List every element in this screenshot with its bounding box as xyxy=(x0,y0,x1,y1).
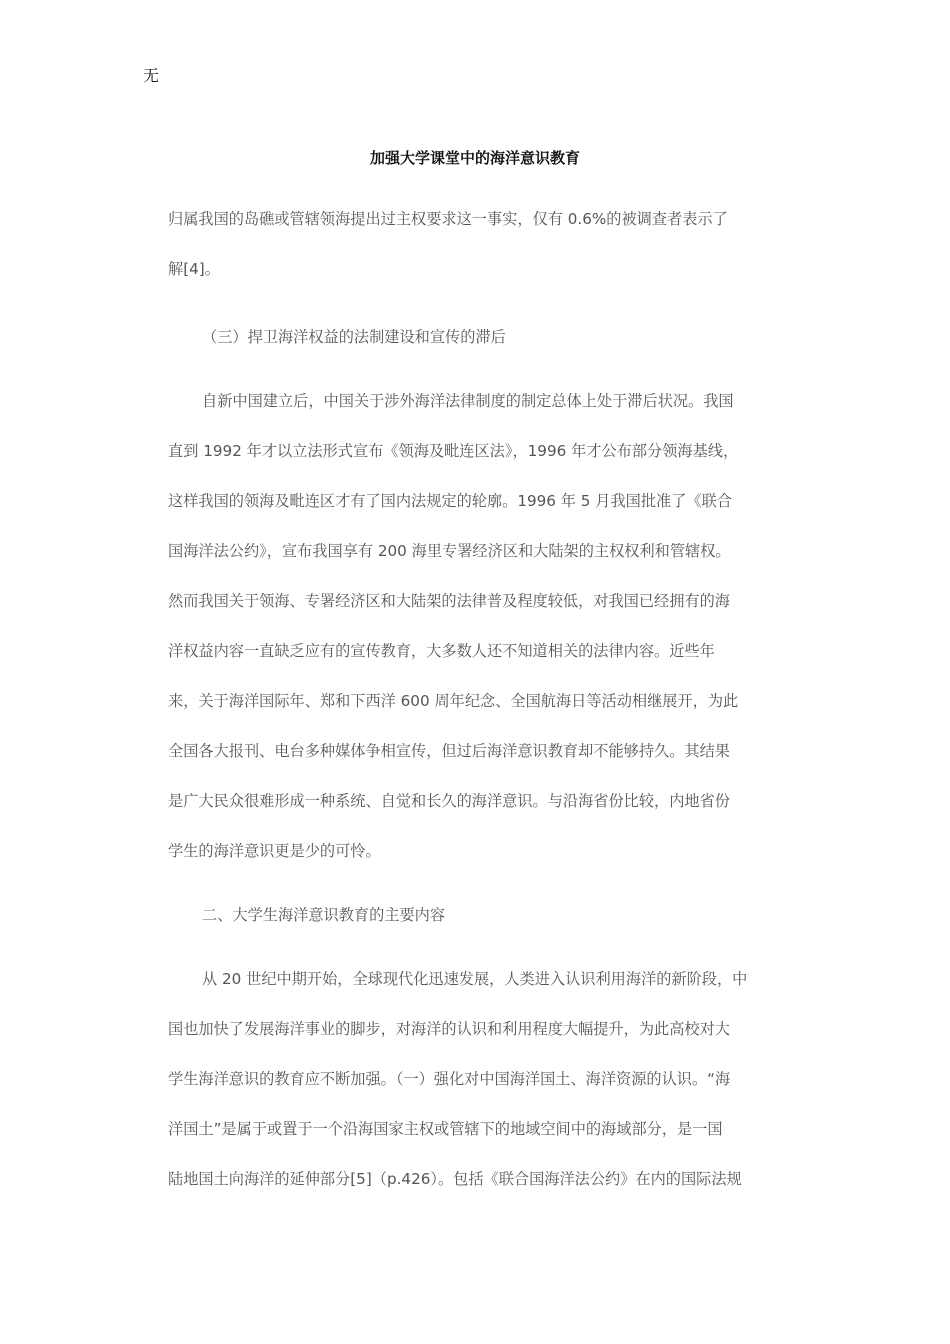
paragraph-gap xyxy=(168,294,788,312)
document-title: 加强大学课堂中的海洋意识教育 xyxy=(369,149,580,167)
paragraph-gap xyxy=(168,362,788,376)
document-body xyxy=(168,194,788,1204)
body-line: 国也加快了发展海洋事业的脚步，对海洋的认识和利用程度大幅提升，为此高校对大 xyxy=(168,1020,730,1038)
body-line: 是广大民众很难形成一种系统、自觉和长久的海洋意识。与沿海省份比较，内地省份 xyxy=(168,792,730,810)
body-line: 解[4]。 xyxy=(168,260,220,278)
body-line: 洋权益内容一直缺乏应有的宣传教育，大多数人还不知道相关的法律内容。近些年 xyxy=(168,642,715,660)
section-heading: （三）捍卫海洋权益的法制建设和宣传的滞后 xyxy=(202,328,506,346)
body-line: 陆地国土向海洋的延伸部分[5]（p.426）。包括《联合国海洋法公约》在内的国际法规 xyxy=(168,1170,742,1188)
body-line: 学生的海洋意识更是少的可怜。 xyxy=(168,842,381,860)
header-mark: 无 xyxy=(143,66,160,85)
paragraph-gap xyxy=(168,876,788,890)
body-line: 自新中国建立后，中国关于涉外海洋法律制度的制定总体上处于滞后状况。我国 xyxy=(202,392,734,410)
body-line: 从 20 世纪中期开始，全球现代化迅速发展，人类进入认识利用海洋的新阶段，中 xyxy=(202,970,748,988)
body-line: 洋国土”是属于或置于一个沿海国家主权或管辖下的地域空间中的海域部分，是一国 xyxy=(168,1120,723,1138)
body-line: 学生海洋意识的教育应不断加强。（一）强化对中国海洋国土、海洋资源的认识。“海 xyxy=(168,1070,731,1088)
body-line: 直到 1992 年才以立法形式宣布《领海及毗连区法》，1996 年才公布部分领海基线， xyxy=(168,442,739,460)
body-line: 全国各大报刊、电台多种媒体争相宣传，但过后海洋意识教育却不能够持久。其结果 xyxy=(168,742,730,760)
body-line: 归属我国的岛礁或管辖领海提出过主权要求这一事实，仅有 0.6%的被调查者表示了 xyxy=(168,210,728,228)
body-line: 这样我国的领海及毗连区才有了国内法规定的轮廓。1996 年 5 月我国批准了《联合 xyxy=(168,492,732,510)
paragraph-gap xyxy=(168,940,788,954)
section-heading: 二、大学生海洋意识教育的主要内容 xyxy=(202,906,445,924)
body-line: 来，关于海洋国际年、郑和下西洋 600 周年纪念、全国航海日等活动相继展开，为此 xyxy=(168,692,739,710)
body-line: 国海洋法公约》，宣布我国享有 200 海里专署经济区和大陆架的主权权利和管辖权。 xyxy=(168,542,731,560)
body-line: 然而我国关于领海、专署经济区和大陆架的法律普及程度较低，对我国已经拥有的海 xyxy=(168,592,730,610)
